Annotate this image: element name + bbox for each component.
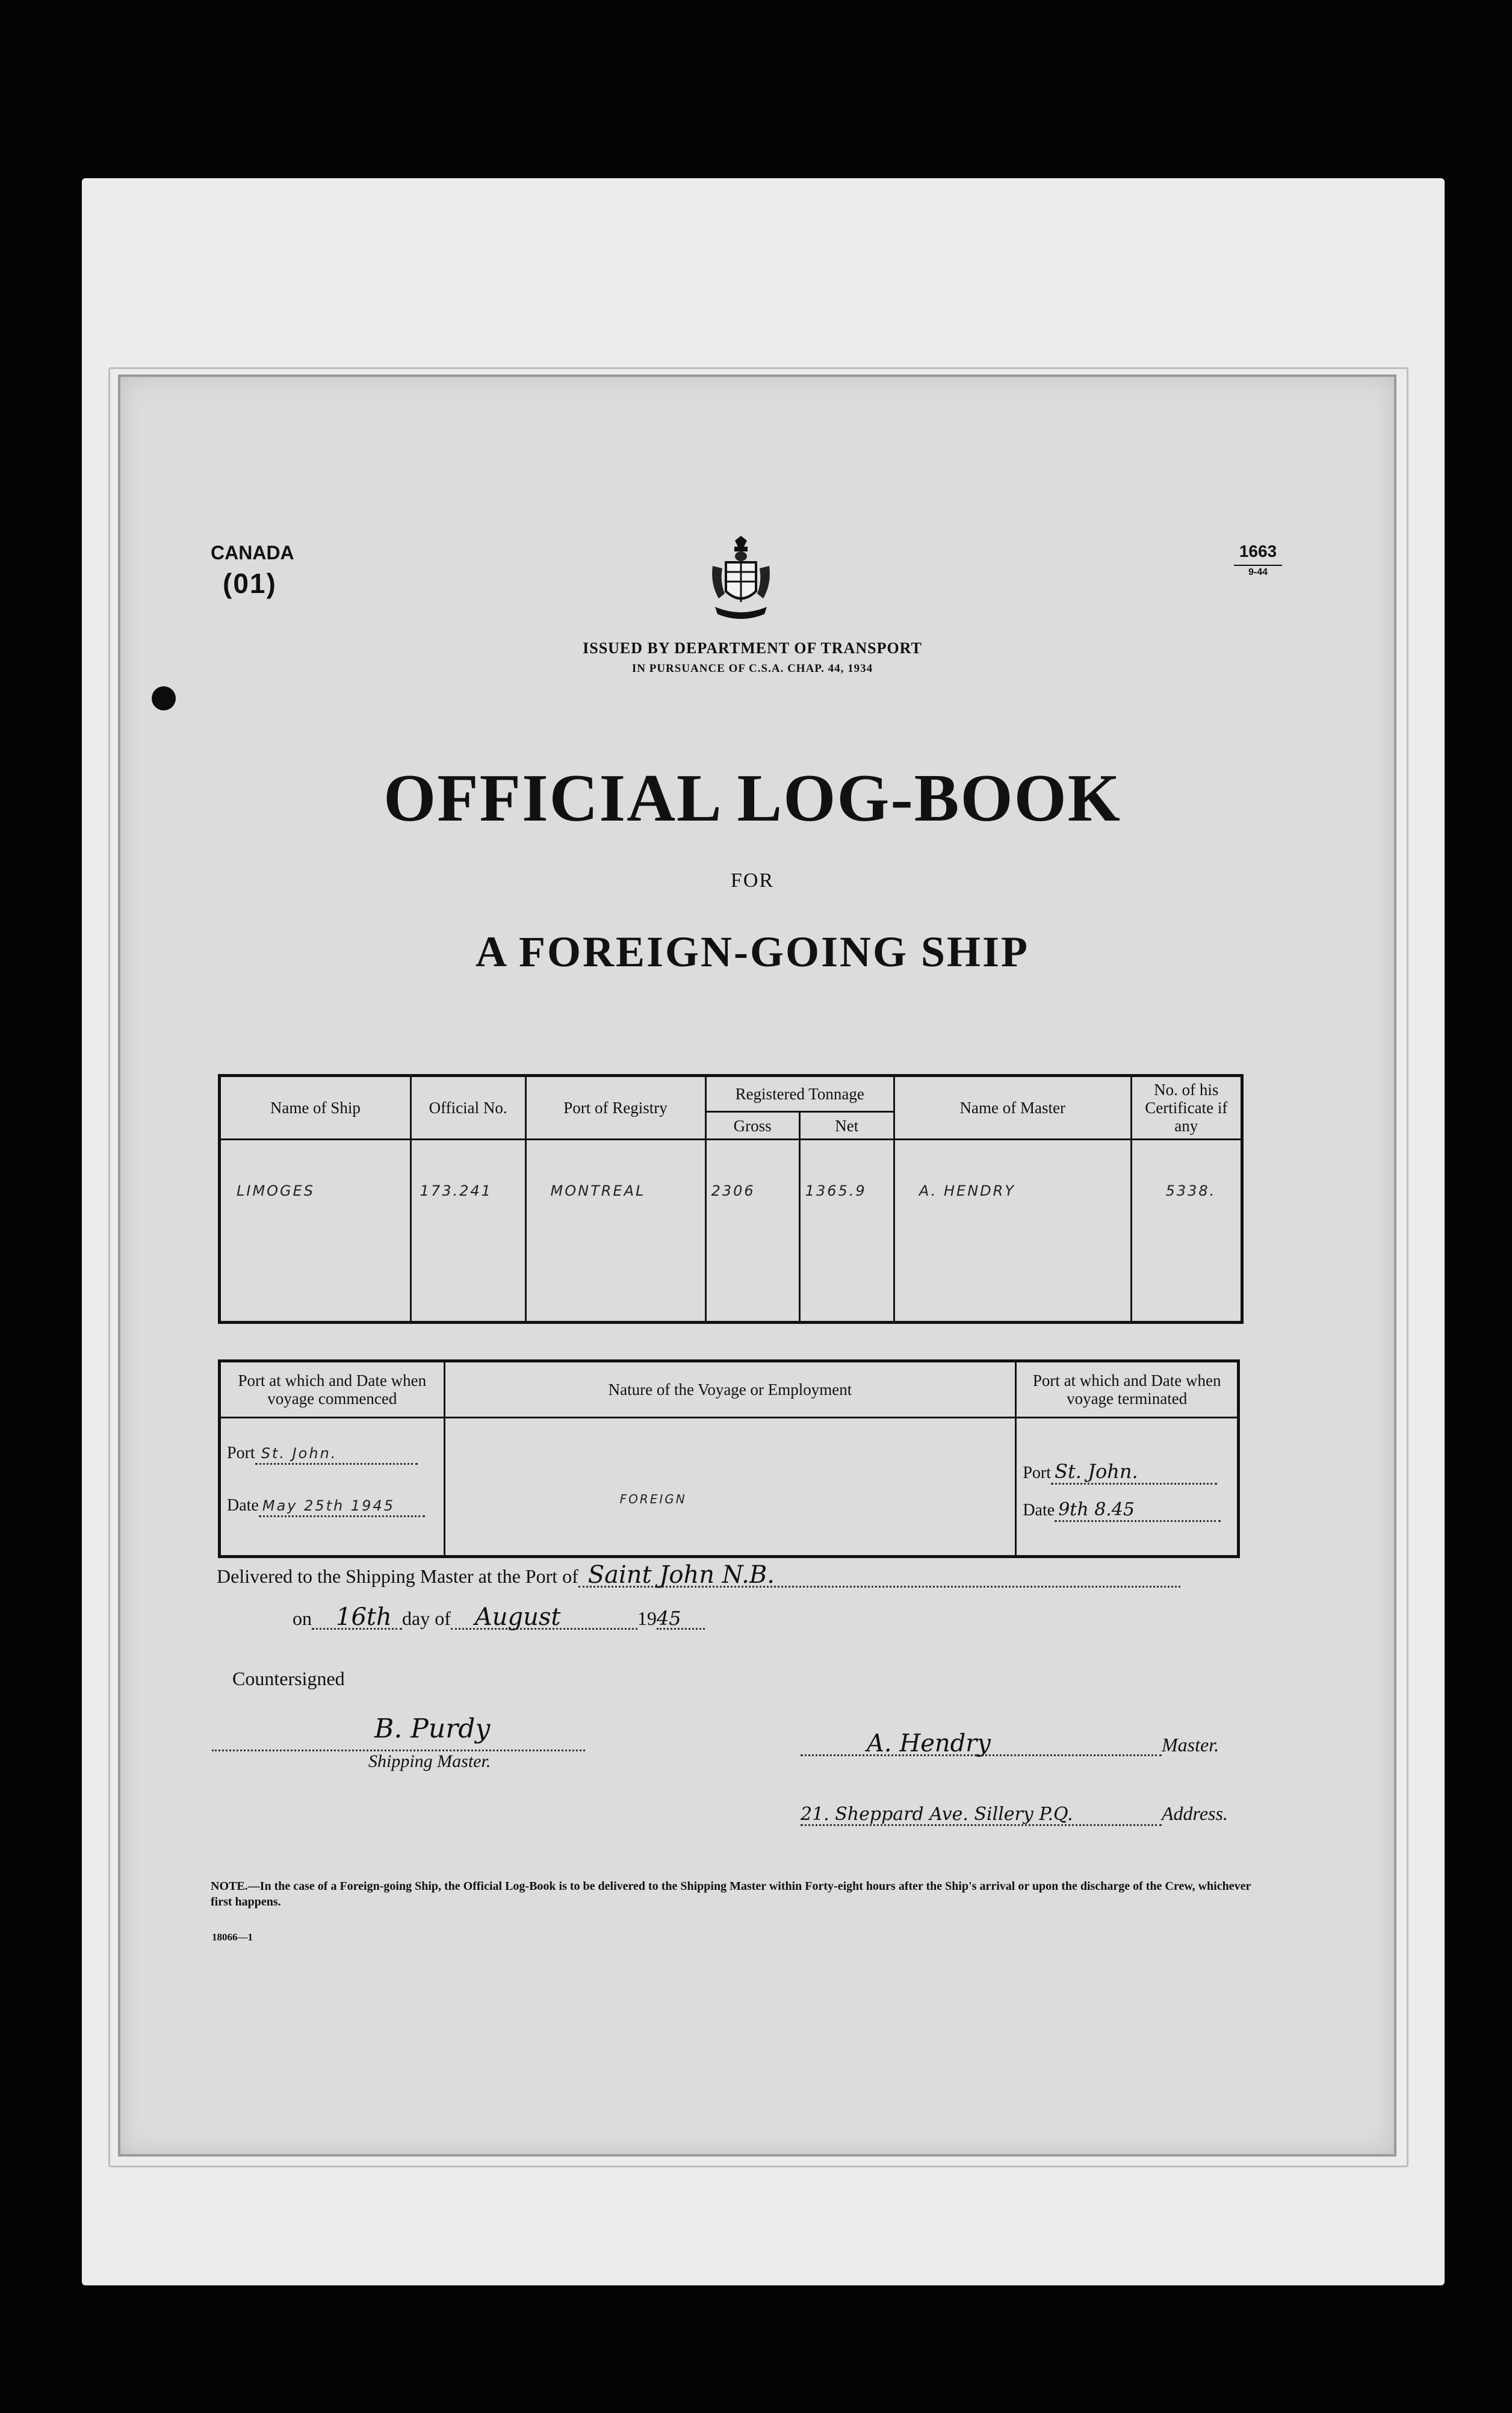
cell-voyage-nature	[444, 1418, 1016, 1557]
master-signature-line	[801, 1730, 1219, 1757]
on-label: on	[293, 1607, 312, 1629]
commenced-port: St. John.	[261, 1445, 338, 1462]
cell-official-no	[411, 1140, 525, 1323]
day-of-label: day of	[402, 1607, 451, 1629]
net-tonnage: 1365.9	[805, 1182, 867, 1199]
coat-of-arms-icon	[708, 536, 774, 626]
delivery-port: Saint John N.B.	[587, 1561, 775, 1589]
header-certificate: No. of his Certificate if any	[1131, 1076, 1242, 1140]
master-address: 21. Sheppard Ave. Sillery P.Q.	[801, 1804, 1073, 1825]
certificate-number: 5338.	[1165, 1182, 1216, 1199]
address-line	[801, 1804, 1228, 1826]
terminated-date: 9th 8.45	[1058, 1499, 1135, 1520]
header-official-no: Official No.	[411, 1076, 525, 1140]
title-connector: FOR	[730, 869, 775, 892]
year-prefix: 19	[637, 1607, 657, 1629]
header-registered-tonnage: Registered Tonnage	[705, 1076, 894, 1112]
cell-voyage-terminated	[1016, 1418, 1239, 1557]
commenced-date-line	[227, 1496, 444, 1517]
cell-port-of-registry	[525, 1140, 705, 1323]
issuing-authority: ISSUED BY DEPARTMENT OF TRANSPORT	[583, 639, 922, 657]
country-label: CANADA	[211, 542, 294, 564]
voyage-nature: FOREIGN	[619, 1492, 687, 1506]
delivery-label: Delivered to the Shipping Master at the Port of	[217, 1565, 578, 1587]
commenced-date-label: Date	[227, 1496, 259, 1515]
ship-name: LIMOGES	[237, 1182, 315, 1199]
master-name: A. HENDRY	[919, 1182, 1015, 1199]
delivery-date-line	[293, 1603, 705, 1631]
delivery-day: 16th	[336, 1603, 392, 1631]
delivery-month: August	[474, 1603, 561, 1631]
terminated-port-line	[1023, 1462, 1237, 1485]
commenced-port-label: Port	[227, 1444, 255, 1462]
terminated-port-label: Port	[1023, 1464, 1052, 1482]
countersigned-label: Countersigned	[232, 1668, 345, 1689]
header-voyage-commenced: Port at which and Date when voyage commenced	[220, 1361, 445, 1418]
form-number: 1663	[1239, 542, 1277, 561]
gross-tonnage: 2306	[711, 1182, 755, 1199]
delivery-year: 45	[656, 1607, 681, 1630]
page-title: OFFICIAL LOG-BOOK	[383, 761, 1121, 836]
header-name-of-master: Name of Master	[894, 1076, 1131, 1140]
header-port-of-registry: Port of Registry	[525, 1076, 705, 1140]
voyage-table	[218, 1359, 1240, 1558]
cell-name-of-master	[894, 1140, 1131, 1323]
delivery-note: NOTE.—In the case of a Foreign-going Ship, the Official Log-Book is to be delivered to the Shipping Master within Forty-eight hours after the Ship's arrival or upon the discharge of the Crew, whichever first happens.	[211, 1880, 1251, 1908]
cell-gross	[705, 1140, 799, 1323]
header-voyage-terminated: Port at which and Date when voyage terminated	[1016, 1361, 1239, 1418]
region-code: (01)	[223, 568, 277, 599]
master-signature: A. Hendry	[867, 1730, 991, 1757]
cell-name-of-ship	[220, 1140, 411, 1323]
header-voyage-nature: Nature of the Voyage or Employment	[444, 1361, 1016, 1418]
statute-reference: IN PURSUANCE OF C.S.A. CHAP. 44, 1934	[631, 662, 873, 675]
terminated-port: St. John.	[1055, 1460, 1138, 1483]
commenced-date: May 25th 1945	[262, 1497, 395, 1514]
commenced-port-line	[227, 1444, 444, 1465]
delivery-line	[217, 1561, 1180, 1589]
address-label: Address.	[1162, 1803, 1228, 1824]
cell-net	[799, 1140, 894, 1323]
master-label: Master.	[1162, 1734, 1219, 1756]
header-net: Net	[799, 1112, 894, 1140]
ship-particulars-table	[218, 1074, 1244, 1324]
cell-voyage-commenced	[220, 1418, 445, 1557]
shipping-master-label: Shipping Master.	[368, 1751, 491, 1771]
terminated-date-label: Date	[1023, 1501, 1055, 1520]
shipping-master-signature-block	[212, 1713, 585, 1772]
header-name-of-ship: Name of Ship	[220, 1076, 411, 1140]
cell-certificate	[1131, 1140, 1242, 1323]
shipping-master-signature: B. Purdy	[374, 1713, 491, 1744]
terminated-date-line	[1023, 1500, 1237, 1522]
port-of-registry: MONTREAL	[550, 1182, 646, 1199]
page-subtitle: A FOREIGN-GOING SHIP	[475, 928, 1030, 976]
header-gross: Gross	[705, 1112, 799, 1140]
punch-hole	[152, 686, 176, 710]
official-number: 173.241	[420, 1182, 492, 1199]
print-number: 18066—1	[212, 1931, 253, 1943]
form-date: 9-44	[1234, 565, 1282, 578]
